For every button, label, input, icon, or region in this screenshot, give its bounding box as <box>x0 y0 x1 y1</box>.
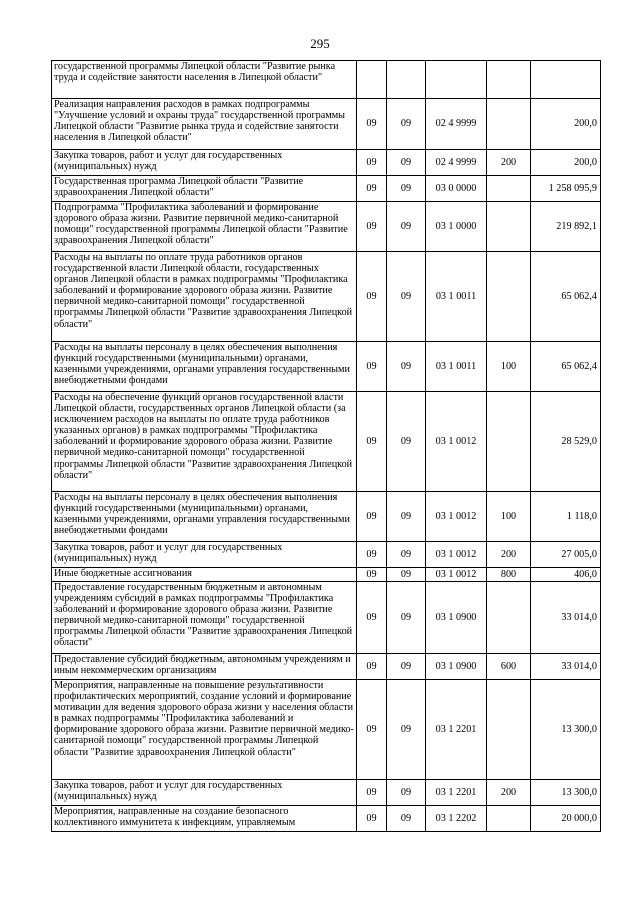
row-expense-type <box>487 806 531 832</box>
table-row <box>52 680 601 780</box>
row-expense-type <box>487 582 531 654</box>
table-row <box>52 568 601 582</box>
row-amount: 1 118,0 <box>531 492 601 542</box>
row-amount: 200,0 <box>531 150 601 176</box>
row-expense-type <box>487 392 531 492</box>
row-amount: 65 062,4 <box>531 342 601 392</box>
table-row <box>52 150 601 176</box>
row-amount: 13 300,0 <box>531 680 601 780</box>
row-amount: 33 014,0 <box>531 582 601 654</box>
row-target-article: 02 4 9999 <box>426 99 487 150</box>
row-section: 09 <box>357 568 387 582</box>
row-section: 09 <box>357 654 387 680</box>
budget-table-body <box>52 61 601 832</box>
row-subsection: 09 <box>387 202 426 252</box>
row-section: 09 <box>357 680 387 780</box>
row-target-article: 03 1 0012 <box>426 392 487 492</box>
row-target-article: 03 1 0012 <box>426 492 487 542</box>
row-target-article: 03 1 0000 <box>426 202 487 252</box>
row-name: Реализация направления расходов в рамках подпрограммы "Улучшение условий и охраны труда" государственной программы Липецкой области "Развитие рынка труда и содействие занятости населения в Липецкой области" <box>52 99 357 150</box>
table-row <box>52 542 601 568</box>
row-expense-type: 800 <box>487 568 531 582</box>
row-subsection: 09 <box>387 99 426 150</box>
row-amount: 27 005,0 <box>531 542 601 568</box>
page-number: 295 <box>310 36 330 51</box>
row-name: Предоставление субсидий бюджетным, автономным учреждениям и иным некоммерческим организациям <box>52 654 357 680</box>
row-amount <box>531 61 601 99</box>
row-section: 09 <box>357 150 387 176</box>
row-subsection: 09 <box>387 342 426 392</box>
row-subsection: 09 <box>387 150 426 176</box>
row-section: 09 <box>357 252 387 342</box>
row-name: Закупка товаров, работ и услуг для государственных (муниципальных) нужд <box>52 542 357 568</box>
row-subsection: 09 <box>387 654 426 680</box>
row-section: 09 <box>357 582 387 654</box>
row-expense-type <box>487 252 531 342</box>
row-expense-type: 200 <box>487 780 531 806</box>
row-subsection: 09 <box>387 780 426 806</box>
row-section: 09 <box>357 780 387 806</box>
table-row <box>52 252 601 342</box>
table-row <box>52 392 601 492</box>
row-amount: 20 000,0 <box>531 806 601 832</box>
row-subsection <box>387 61 426 99</box>
row-name: Расходы на выплаты персоналу в целях обеспечения выполнения функций государственными (муниципальными) органами, казенными учреждениями, органами управления государственными внебюджетными фондами <box>52 492 357 542</box>
budget-table <box>51 60 601 832</box>
row-expense-type <box>487 61 531 99</box>
row-section: 09 <box>357 176 387 202</box>
row-target-article: 03 1 0900 <box>426 582 487 654</box>
row-name: Государственная программа Липецкой области "Развитие здравоохранения Липецкой области" <box>52 176 357 202</box>
row-amount: 28 529,0 <box>531 392 601 492</box>
row-name: государственной программы Липецкой области "Развитие рынка труда и содействие занятости населения в Липецкой области" <box>52 61 357 99</box>
row-section: 09 <box>357 542 387 568</box>
row-amount: 219 892,1 <box>531 202 601 252</box>
table-row <box>52 780 601 806</box>
row-section: 09 <box>357 492 387 542</box>
table-row <box>52 61 601 99</box>
row-section: 09 <box>357 392 387 492</box>
row-section <box>357 61 387 99</box>
row-section: 09 <box>357 806 387 832</box>
row-subsection: 09 <box>387 680 426 780</box>
row-target-article: 03 1 2201 <box>426 780 487 806</box>
row-amount: 65 062,4 <box>531 252 601 342</box>
row-subsection: 09 <box>387 492 426 542</box>
row-name: Мероприятия, направленные на создание безопасного коллективного иммунитета к инфекциям, управляемым <box>52 806 357 832</box>
row-target-article <box>426 61 487 99</box>
row-expense-type: 100 <box>487 492 531 542</box>
row-expense-type: 100 <box>487 342 531 392</box>
row-target-article: 03 1 0012 <box>426 568 487 582</box>
row-amount: 33 014,0 <box>531 654 601 680</box>
table-row <box>52 654 601 680</box>
row-target-article: 03 1 0900 <box>426 654 487 680</box>
row-expense-type <box>487 202 531 252</box>
row-subsection: 09 <box>387 252 426 342</box>
row-amount: 13 300,0 <box>531 780 601 806</box>
row-subsection: 09 <box>387 392 426 492</box>
row-target-article: 02 4 9999 <box>426 150 487 176</box>
row-target-article: 03 1 0011 <box>426 252 487 342</box>
row-subsection: 09 <box>387 176 426 202</box>
row-subsection: 09 <box>387 568 426 582</box>
row-name: Расходы на выплаты персоналу в целях обеспечения выполнения функций государственными (муниципальными) органами, казенными учреждениями, органами управления государственными внебюджетными фондами <box>52 342 357 392</box>
table-row <box>52 492 601 542</box>
table-row <box>52 582 601 654</box>
row-name: Расходы на обеспечение функций органов государственной власти Липецкой области, государственных органов Липецкой области (за исключением расходов на выплаты по оплате труда работников указанных органов) в рамках подпрограммы "Профилактика заболеваний и формирование здорового образа жизни. Развитие первичной медико-санитарной помощи" государственной программы Липецкой области "Развитие здравоохранения Липецкой области" <box>52 392 357 492</box>
row-expense-type <box>487 680 531 780</box>
row-target-article: 03 0 0000 <box>426 176 487 202</box>
row-expense-type: 200 <box>487 542 531 568</box>
row-name: Подпрограмма "Профилактика заболеваний и формирование здорового образа жизни. Развитие первичной медико-санитарной помощи" государственной программы Липецкой области "Развитие здравоохранения Липецкой области" <box>52 202 357 252</box>
row-section: 09 <box>357 342 387 392</box>
row-expense-type: 600 <box>487 654 531 680</box>
row-subsection: 09 <box>387 806 426 832</box>
row-section: 09 <box>357 202 387 252</box>
table-row <box>52 806 601 832</box>
table-row <box>52 342 601 392</box>
row-amount: 406,0 <box>531 568 601 582</box>
row-expense-type <box>487 99 531 150</box>
row-section: 09 <box>357 99 387 150</box>
table-row <box>52 99 601 150</box>
row-name: Предоставление государственным бюджетным и автономным учреждениям субсидий в рамках подпрограммы "Профилактика заболеваний и формирование здорового образа жизни. Развитие первичной медико-санитарной помощи" государственной программы Липецкой области "Развитие здравоохранения Липецкой области" <box>52 582 357 654</box>
row-name: Мероприятия, направленные на повышение результативности профилактических мероприятий, создание условий и формирование мотивации для ведения здорового образа жизни у населения области в рамках подпрограммы "Профилактика заболеваний и формирование здорового образа жизни. Развитие первичной медико-санитарной помощи" государственной программы Липецкой области "Развитие здравоохранения Липецкой области" <box>52 680 357 780</box>
row-name: Расходы на выплаты по оплате труда работников органов государственной власти Липецкой области, государственных органов Липецкой области в рамках подпрограммы "Профилактика заболеваний и формирование здорового образа жизни. Развитие первичной медико-санитарной помощи" государственной программы Липецкой области "Развитие здравоохранения Липецкой области" <box>52 252 357 342</box>
row-target-article: 03 1 0012 <box>426 542 487 568</box>
row-target-article: 03 1 2202 <box>426 806 487 832</box>
row-target-article: 03 1 2201 <box>426 680 487 780</box>
row-amount: 1 258 095,9 <box>531 176 601 202</box>
row-expense-type <box>487 176 531 202</box>
row-name: Закупка товаров, работ и услуг для государственных (муниципальных) нужд <box>52 150 357 176</box>
row-subsection: 09 <box>387 582 426 654</box>
row-expense-type: 200 <box>487 150 531 176</box>
table-row <box>52 176 601 202</box>
row-name: Иные бюджетные ассигнования <box>52 568 357 582</box>
row-subsection: 09 <box>387 542 426 568</box>
table-row <box>52 202 601 252</box>
row-target-article: 03 1 0011 <box>426 342 487 392</box>
row-amount: 200,0 <box>531 99 601 150</box>
row-name: Закупка товаров, работ и услуг для государственных (муниципальных) нужд <box>52 780 357 806</box>
